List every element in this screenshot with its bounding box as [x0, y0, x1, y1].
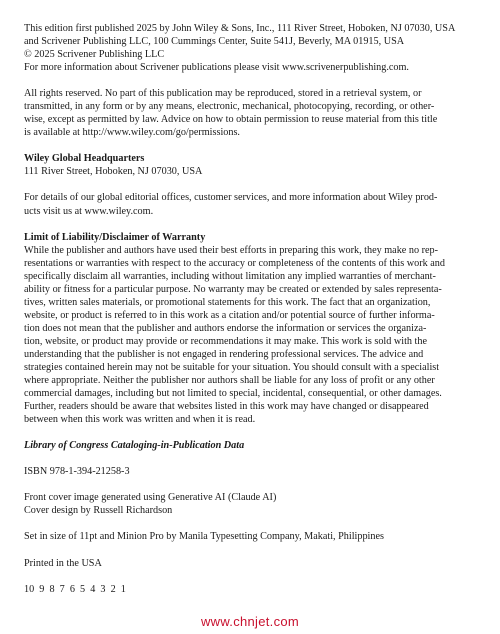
liability-line: where appropriate. Neither the publisher nor authors shall be liable for any loss of profit or any other: [24, 375, 435, 387]
cip-heading: Library of Congress Cataloging-in-Publication Data: [24, 440, 245, 452]
copyright-page: [24, 22, 480, 596]
cover-design-credit: Cover design by Russell Richardson: [24, 505, 173, 517]
headquarters-address: 111 River Street, Hoboken, NJ 07030, USA: [24, 166, 203, 178]
edition-paragraph: [24, 22, 480, 74]
liability-line: specifically disclaim all warranties, including without limitation any implied warranties of merchant-: [24, 270, 436, 282]
liability-line: resentations or warranties with respect to the accuracy or completeness of the contents of this work and: [24, 257, 445, 269]
liability-paragraph: [24, 231, 480, 427]
liability-line: Further, readers should be aware that websites listed in this work may have changed or disappeared: [24, 401, 429, 413]
rights-line: is available at http://www.wiley.com/go/permissions.: [24, 127, 240, 139]
printed-line: Printed in the USA: [24, 557, 102, 569]
liability-line: tion, website, or product may provide or recommendations it may make. This work is sold with the: [24, 335, 427, 347]
cover-image-credit: Front cover image generated using Generative AI (Claude AI): [24, 492, 277, 504]
isbn: ISBN 978-1-394-21258-3: [24, 466, 130, 478]
liability-line: tives, written sales materials, or promotional statements for this work. The fact that an organization,: [24, 296, 431, 308]
liability-heading: Limit of Liability/Disclaimer of Warranty: [24, 231, 206, 243]
details-paragraph: [24, 191, 480, 217]
rights-line: All rights reserved. No part of this publication may be reproduced, stored in a retrieval system, or: [24, 88, 422, 100]
details-line: ucts visit us at www.wiley.com.: [24, 205, 154, 217]
liability-line: strategies contained herein may not be suitable for your situation. You should consult with a specialist: [24, 362, 440, 374]
rights-line: wise, except as permitted by law. Advice on how to obtain permission to reuse material from this title: [24, 114, 438, 126]
edition-line: This edition first published 2025 by John Wiley & Sons, Inc., 111 River Street, Hoboken, NJ 07030, USA: [24, 23, 456, 34]
rights-paragraph: [24, 87, 480, 139]
print-run-numbers: 10 9 8 7 6 5 4 3 2 1: [24, 583, 126, 595]
details-line: For details of our global editorial offices, customer services, and more information about Wiley prod-: [24, 192, 438, 204]
watermark-text: www.chnjet.com: [200, 614, 300, 629]
liability-line: between when this work was written and when it is read.: [24, 414, 256, 426]
liability-line: ability or fitness for a particular purpose. No warranty may be created or extended by sales representa-: [24, 283, 442, 295]
liability-line: website, or product is referred to in this work as a citation and/or potential source of further informa-: [24, 309, 435, 321]
edition-line: and Scrivener Publishing LLC, 100 Cummings Center, Suite 541J, Beverly, MA 01915, USA: [24, 36, 405, 48]
liability-line: tion does not mean that the publisher and authors endorse the information or services the organiza-: [24, 322, 427, 334]
headquarters-paragraph: [24, 152, 480, 178]
cover-credits: [24, 491, 480, 517]
liability-line: While the publisher and authors have used their best efforts in preparing this work, they make no rep-: [24, 244, 438, 256]
headquarters-heading: Wiley Global Headquarters: [24, 153, 145, 165]
scrivener-info-line: For more information about Scrivener publications please visit www.scrivenerpublishing.com.: [24, 62, 409, 74]
rights-line: transmitted, in any form or by any means, electronic, mechanical, photocopying, recording, or other-: [24, 101, 435, 113]
liability-line: understanding that the publisher is not engaged in rendering professional services. The advice and: [24, 348, 424, 360]
copyright-line: © 2025 Scrivener Publishing LLC: [24, 49, 165, 61]
typesetting-line: Set in size of 11pt and Minion Pro by Manila Typesetting Company, Makati, Philippines: [24, 531, 384, 543]
liability-line: commercial damages, including but not limited to special, incidental, consequential, or other damages.: [24, 388, 442, 400]
